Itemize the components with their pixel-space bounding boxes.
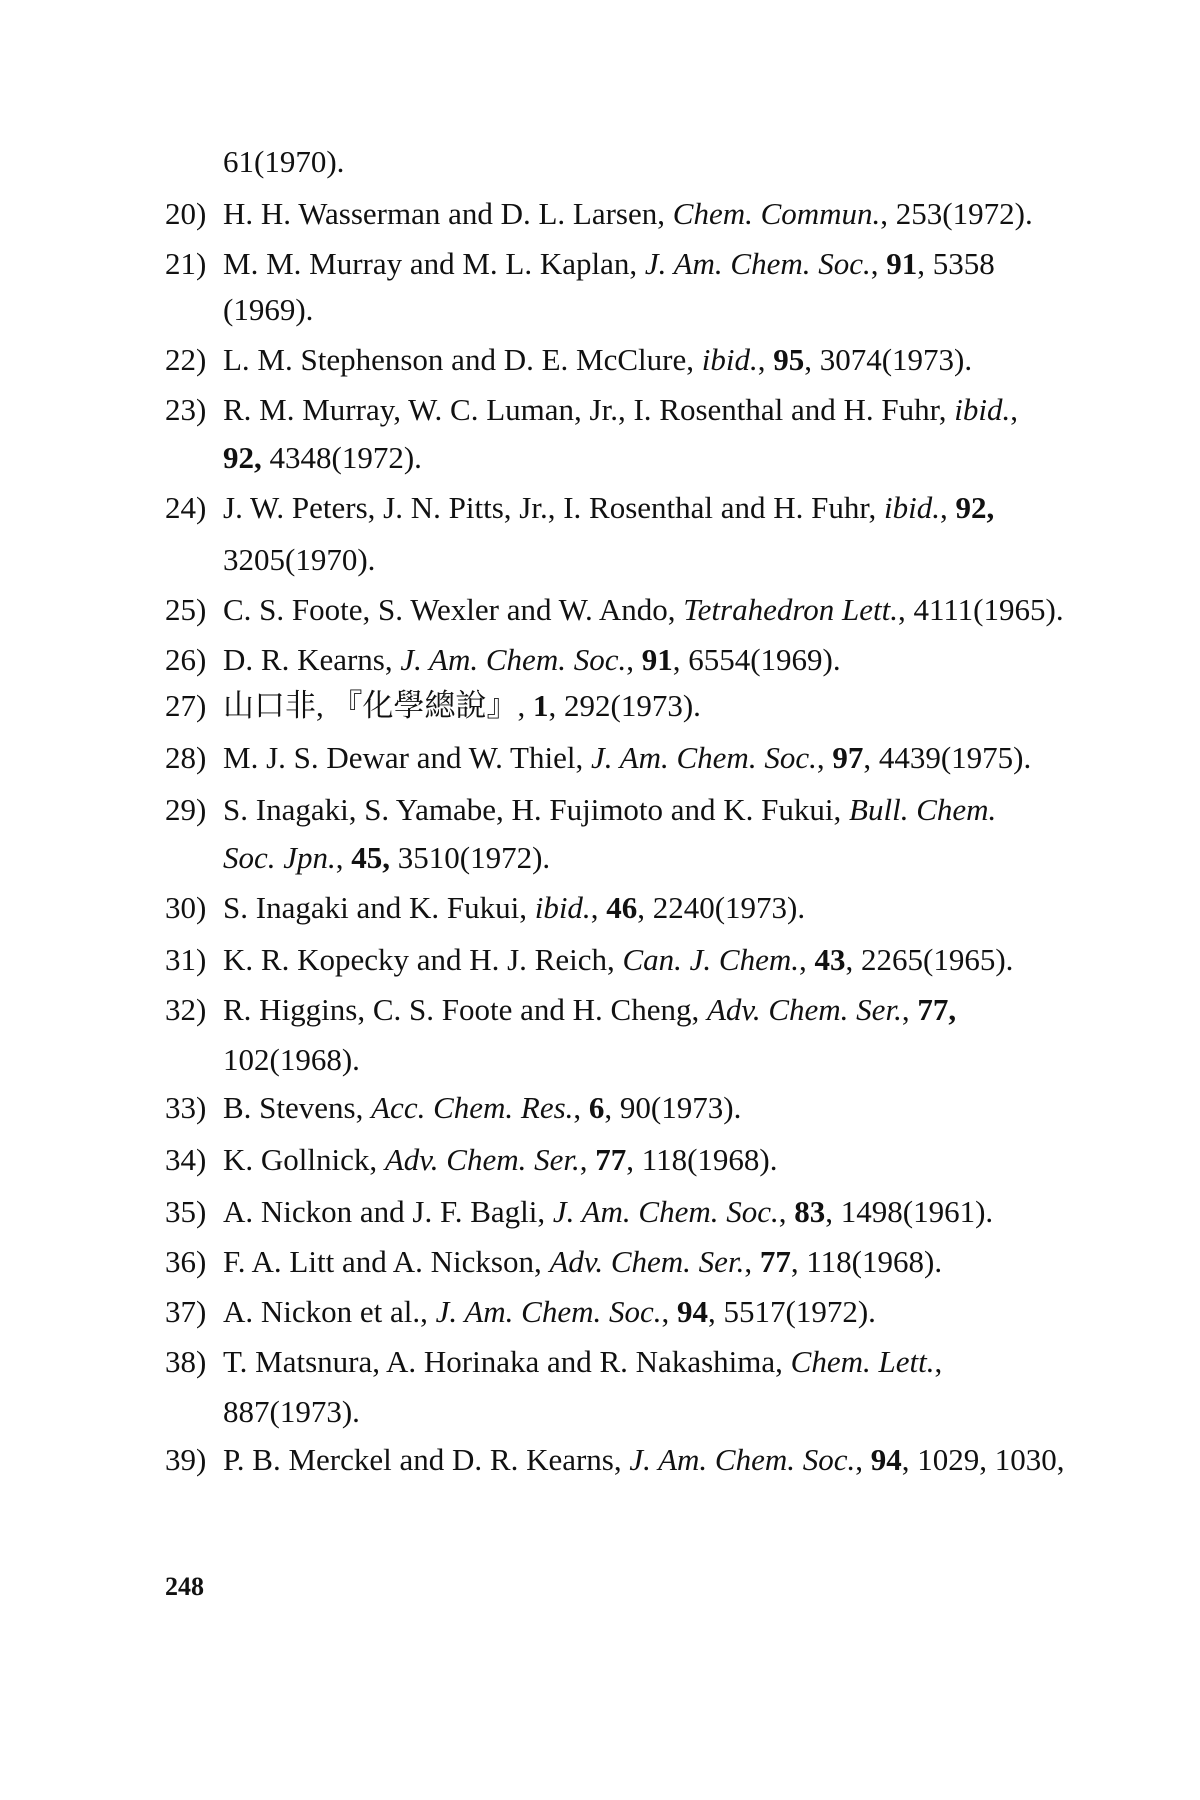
reference-text: [223, 1292, 876, 1332]
citation-text: ,: [901, 992, 918, 1027]
citation-text: S. Inagaki and K. Fukui,: [223, 890, 535, 925]
citation-text: 887(1973).: [223, 1394, 360, 1429]
reference-number: 30): [165, 890, 207, 925]
reference-number: 24): [165, 490, 207, 525]
volume-number: 6: [588, 1090, 605, 1125]
reference-number: 39): [165, 1442, 207, 1477]
citation-text: 3510(1972).: [390, 840, 551, 875]
volume-number: 77: [759, 1244, 791, 1279]
journal-title: Can. J. Chem.: [622, 942, 800, 977]
citation-text: ,: [1010, 392, 1018, 427]
journal-title: J. Am. Chem. Soc.: [629, 1442, 856, 1477]
volume-number: 97: [832, 740, 864, 775]
citation-text: ,: [744, 1244, 760, 1279]
reference-number: 20): [165, 196, 207, 231]
journal-title: J. Am. Chem. Soc.: [644, 246, 871, 281]
reference-text: [223, 194, 1033, 234]
citation-text: ,: [778, 1194, 795, 1229]
citation-text: , 1498(1961).: [825, 1194, 994, 1229]
citation-text: , 292(1973).: [548, 688, 701, 723]
citation-text: F. A. Litt and A. Nickson,: [223, 1244, 550, 1279]
citation-text: J. W. Peters, J. N. Pitts, Jr., I. Rosenthal and H. Fuhr,: [223, 490, 884, 525]
citation-text: , 5358: [917, 246, 995, 281]
journal-title: ibid.: [701, 342, 758, 377]
reference-number: 31): [165, 942, 207, 977]
volume-number: 95: [773, 342, 805, 377]
reference-number: 36): [165, 1244, 207, 1279]
citation-text: ,: [757, 342, 774, 377]
reference-text: [223, 340, 972, 380]
reference-text: [223, 244, 995, 284]
citation-text: , 2240(1973).: [637, 890, 806, 925]
citation-text: ,: [573, 1090, 589, 1125]
citation-text: , 1029, 1030,: [901, 1442, 1065, 1477]
citation-text: ,: [816, 740, 833, 775]
volume-number: 91: [886, 246, 918, 281]
citation-text: K. Gollnick,: [223, 1142, 385, 1177]
citation-text: 61(1970).: [223, 144, 345, 179]
citation-text: , 253(1972).: [880, 196, 1033, 231]
reference-text: [223, 738, 1031, 778]
reference-text: [223, 1242, 942, 1282]
citation-text: K. R. Kopecky and H. J. Reich,: [223, 942, 623, 977]
journal-title: J. Am. Chem. Soc.: [400, 642, 627, 677]
reference-number: 22): [165, 342, 207, 377]
citation-text: 3205(1970).: [223, 542, 376, 577]
journal-title: J. Am. Chem. Soc.: [552, 1194, 779, 1229]
volume-number: 92,: [223, 440, 262, 475]
reference-number: 21): [165, 246, 207, 281]
reference-number: 38): [165, 1344, 207, 1379]
citation-text: 山口非, 『化學總說』,: [223, 688, 533, 723]
citation-text: M. J. S. Dewar and W. Thiel,: [223, 740, 591, 775]
citation-text: , 4439(1975).: [863, 740, 1032, 775]
volume-number: 94: [677, 1294, 708, 1329]
journal-title: ibid.: [534, 890, 591, 925]
citation-text: T. Matsnura, A. Horinaka and R. Nakashima,: [223, 1344, 791, 1379]
reference-text: [223, 1140, 777, 1180]
journal-title: Adv. Chem. Ser.: [706, 992, 902, 1027]
citation-text: , 118(1968).: [790, 1244, 943, 1279]
reference-number: 25): [165, 592, 207, 627]
reference-number: 33): [165, 1090, 207, 1125]
citation-text: D. R. Kearns,: [223, 642, 401, 677]
journal-title: ibid.: [883, 490, 940, 525]
citation-text: (1969).: [223, 292, 314, 327]
reference-text: [223, 790, 996, 830]
reference-text: [223, 290, 313, 330]
volume-number: 92,: [955, 490, 995, 525]
volume-number: 83: [794, 1194, 826, 1229]
reference-text: [223, 590, 1064, 630]
citation-text: , 118(1968).: [626, 1142, 778, 1177]
citation-text: , 6554(1969).: [672, 642, 841, 677]
journal-title: J. Am. Chem. Soc.: [435, 1294, 662, 1329]
journal-title: Bull. Chem.: [849, 792, 997, 827]
citation-text: ,: [626, 642, 642, 677]
reference-text: [223, 1040, 360, 1080]
journal-title: Adv. Chem. Ser.: [549, 1244, 745, 1279]
reference-number: 28): [165, 740, 207, 775]
volume-number: 94: [870, 1442, 902, 1477]
volume-number: 77: [595, 1142, 627, 1177]
page-number: 248: [165, 1572, 204, 1601]
citation-text: , 4111(1965).: [897, 592, 1064, 627]
citation-text: , 3074(1973).: [804, 342, 973, 377]
journal-title: Tetrahedron Lett.: [683, 592, 898, 627]
citation-text: B. Stevens,: [223, 1090, 372, 1125]
reference-text: [223, 640, 841, 680]
reference-text: [223, 888, 805, 928]
citation-text: P. B. Merckel and D. R. Kearns,: [223, 1442, 630, 1477]
citation-text: 4348(1972).: [261, 440, 422, 475]
citation-text: R. M. Murray, W. C. Luman, Jr., I. Rosenthal and H. Fuhr,: [223, 392, 955, 427]
reference-text: [223, 940, 1013, 980]
citation-text: C. S. Foote, S. Wexler and W. Ando,: [223, 592, 684, 627]
citation-text: , 90(1973).: [604, 1090, 742, 1125]
journal-title: Adv. Chem. Ser.: [384, 1142, 580, 1177]
citation-text: , 2265(1965).: [845, 942, 1014, 977]
volume-number: 77,: [917, 992, 957, 1027]
reference-text: [223, 1392, 360, 1432]
reference-text: [223, 390, 1018, 430]
reference-text: [223, 1342, 942, 1382]
reference-number: 34): [165, 1142, 207, 1177]
citation-text: R. Higgins, C. S. Foote and H. Cheng,: [223, 992, 707, 1027]
citation-text: ,: [939, 490, 956, 525]
citation-text: L. M. Stephenson and D. E. McClure,: [223, 342, 702, 377]
citation-text: 102(1968).: [223, 1042, 360, 1077]
citation-text: ,: [934, 1344, 943, 1379]
reference-text: [223, 1088, 741, 1128]
reference-number: 29): [165, 792, 207, 827]
citation-text: ,: [335, 840, 352, 875]
volume-number: 46: [606, 890, 638, 925]
citation-text: , 5517(1972).: [708, 1294, 876, 1329]
reference-text: [223, 838, 550, 878]
citation-text: ,: [870, 246, 887, 281]
journal-title: Acc. Chem. Res.: [371, 1090, 574, 1125]
citation-text: H. H. Wasserman and D. L. Larsen,: [223, 196, 673, 231]
volume-number: 91: [641, 642, 673, 677]
volume-number: 1: [533, 688, 549, 723]
citation-text: S. Inagaki, S. Yamabe, H. Fujimoto and K. Fukui,: [223, 792, 850, 827]
reference-text: [223, 142, 344, 182]
citation-text: ,: [590, 890, 607, 925]
reference-text: [223, 990, 956, 1030]
citation-text: M. M. Murray and M. L. Kaplan,: [223, 246, 645, 281]
reference-text: [223, 1192, 993, 1232]
reference-text: [223, 488, 994, 528]
reference-text: [223, 438, 422, 478]
reference-number: 32): [165, 992, 207, 1027]
reference-number: 35): [165, 1194, 207, 1229]
citation-text: ,: [661, 1294, 677, 1329]
citation-text: ,: [579, 1142, 596, 1177]
reference-text: [223, 1440, 1065, 1480]
journal-title: Chem. Lett.: [790, 1344, 935, 1379]
citation-text: ,: [799, 942, 815, 977]
reference-number: 23): [165, 392, 207, 427]
citation-text: A. Nickon et al.,: [223, 1294, 436, 1329]
citation-text: ,: [855, 1442, 871, 1477]
reference-number: 37): [165, 1294, 207, 1329]
reference-text: [223, 540, 375, 580]
journal-title: J. Am. Chem. Soc.: [590, 740, 817, 775]
journal-title: Soc. Jpn.: [223, 840, 336, 875]
journal-title: Chem. Commun.: [672, 196, 881, 231]
citation-text: A. Nickon and J. F. Bagli,: [223, 1194, 553, 1229]
reference-number: 27): [165, 688, 207, 723]
journal-title: ibid.: [954, 392, 1011, 427]
reference-text: [223, 686, 701, 726]
volume-number: 45,: [351, 840, 391, 875]
volume-number: 43: [814, 942, 846, 977]
reference-number: 26): [165, 642, 207, 677]
